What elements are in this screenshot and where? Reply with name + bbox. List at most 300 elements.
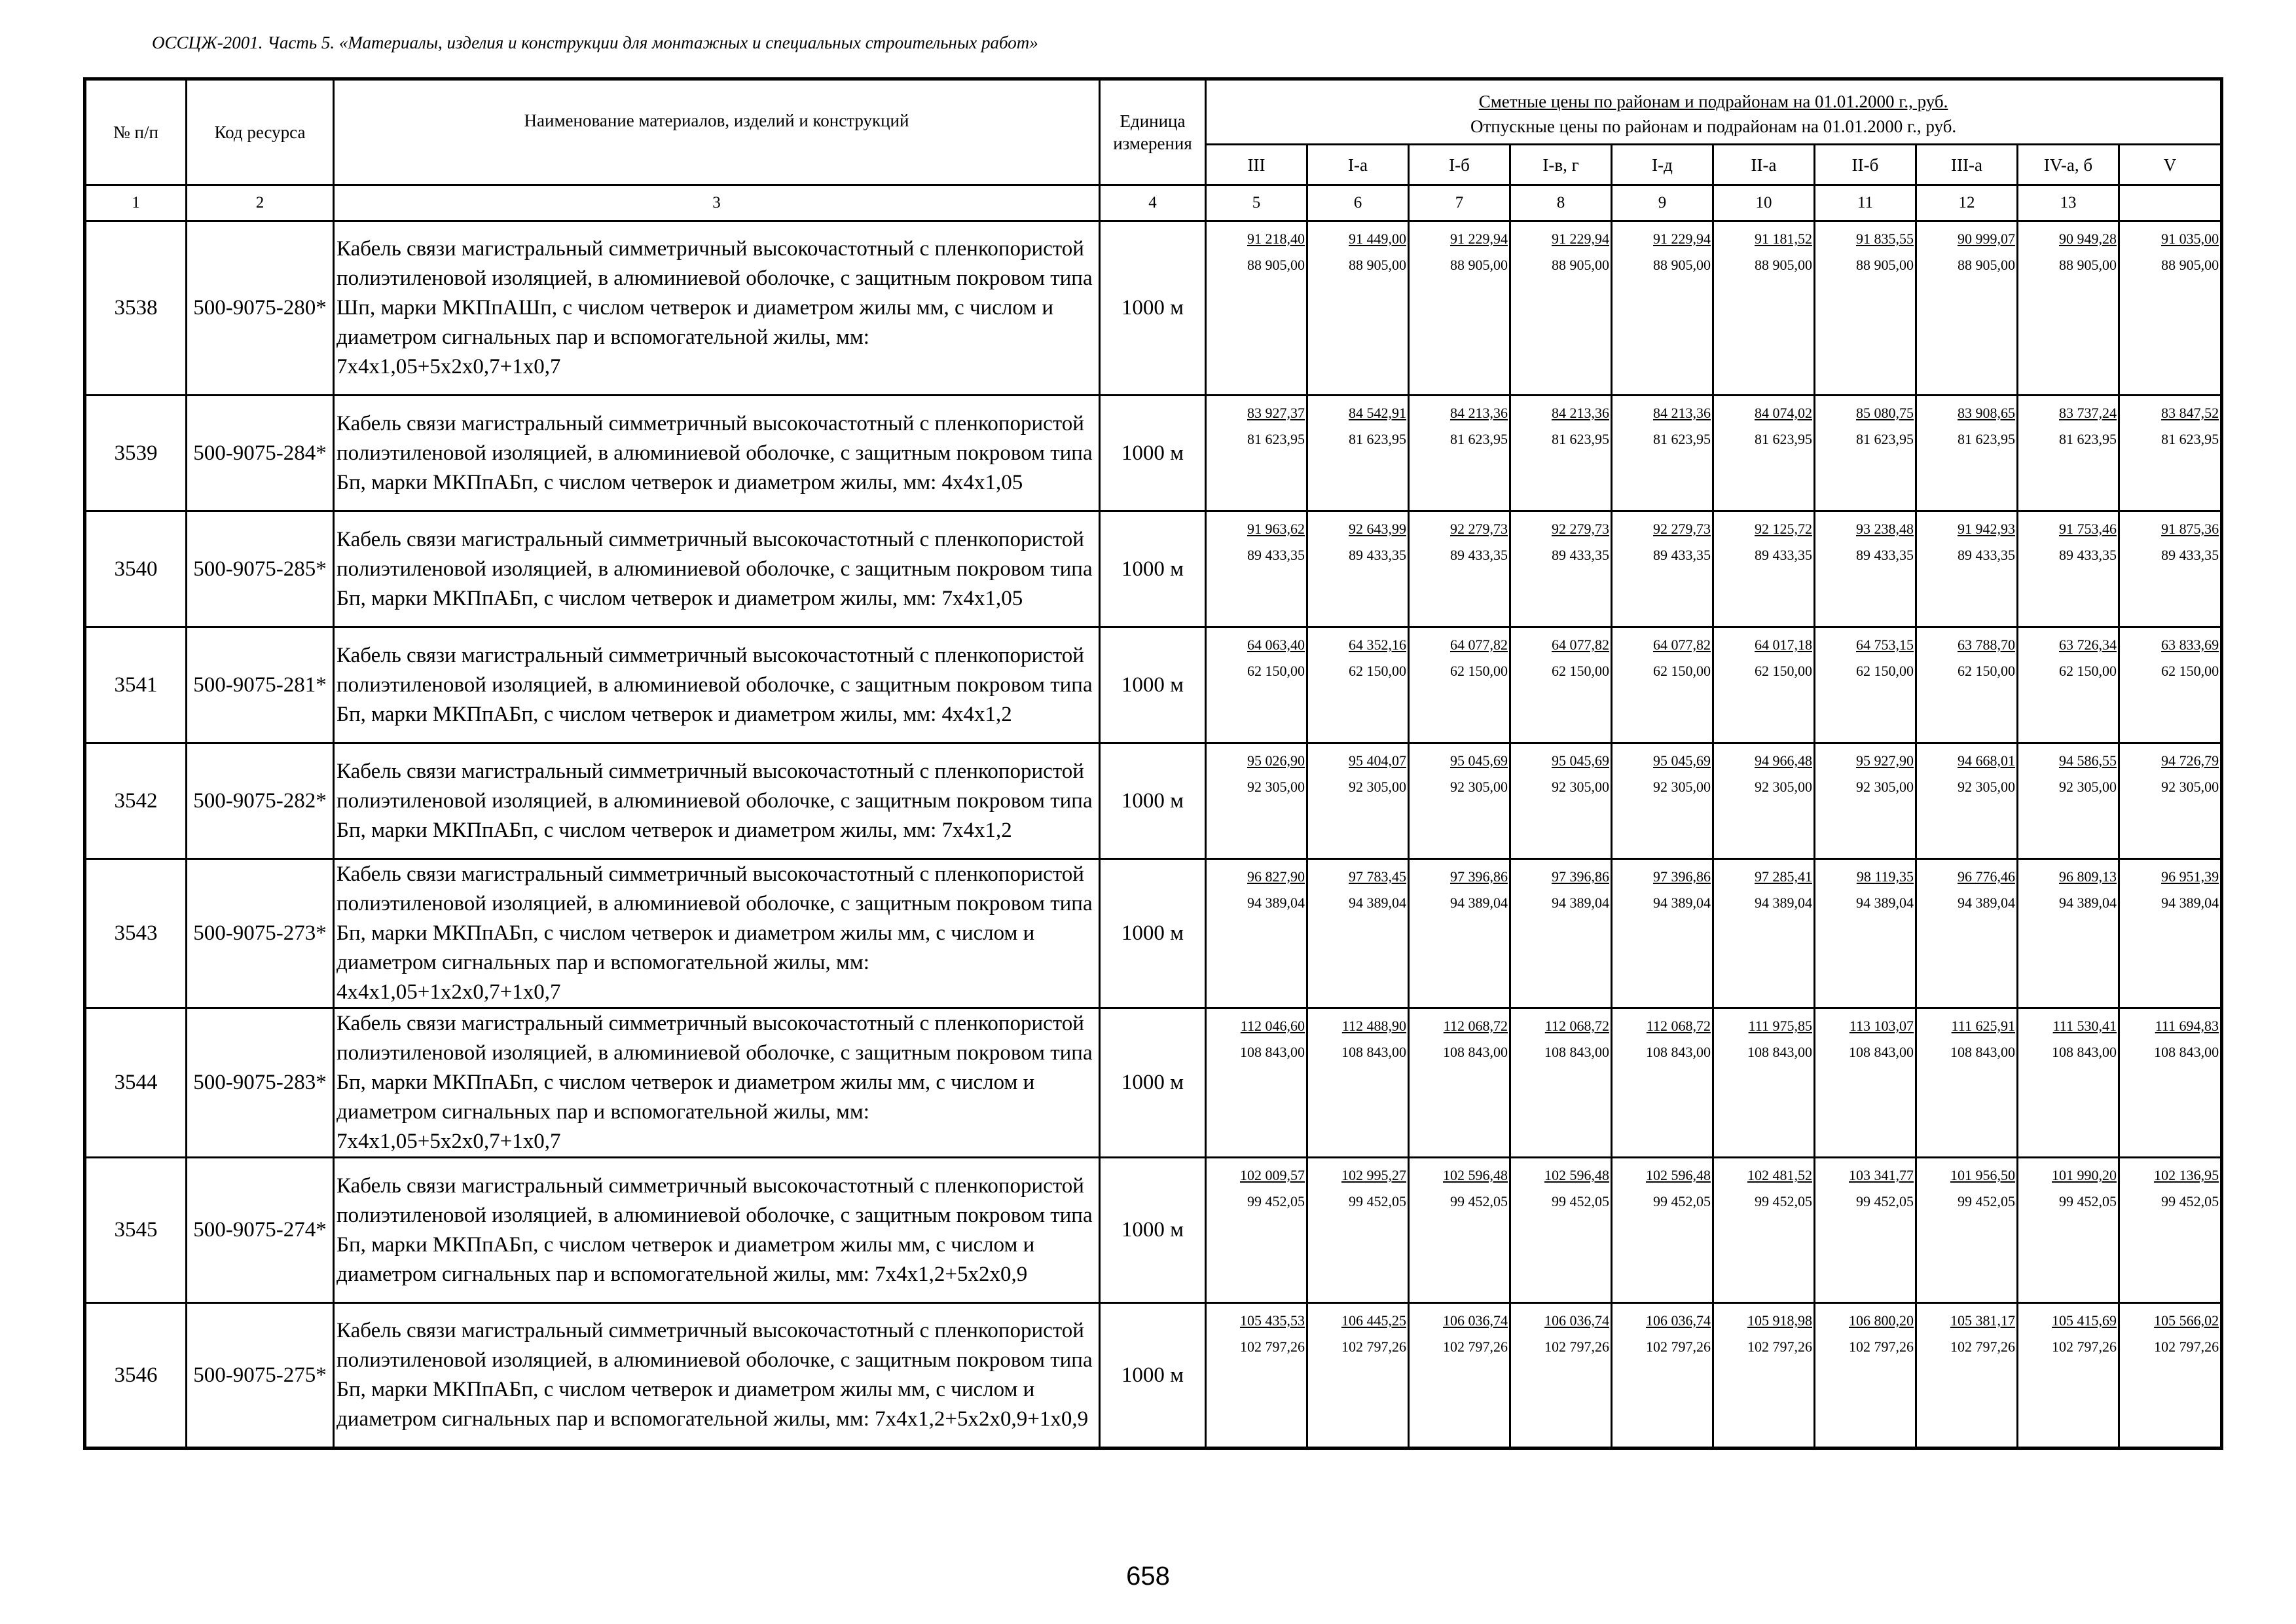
estimate-price: 91 229,94 [1653,231,1711,247]
estimate-price: 83 847,52 [2161,405,2219,421]
release-price: 62 150,00 [1653,663,1711,679]
price-cell [1510,627,1612,743]
price-cell [1713,627,1815,743]
estimate-price: 64 017,18 [1755,637,1812,653]
price-cell [1612,1303,1713,1449]
price-cell [1815,396,1916,511]
price-cell [1510,859,1612,1008]
price-cell [1612,511,1713,627]
price-cell [1510,743,1612,859]
estimate-price: 94 726,79 [2161,752,2219,769]
release-price: 81 623,95 [1958,431,2015,447]
price-cell [1713,511,1815,627]
price-table [83,77,2223,1450]
resource-code: 500-9075-273* [187,859,334,1008]
release-price: 99 452,05 [1349,1193,1406,1209]
price-cell [2119,1303,2222,1449]
estimate-price: 102 481,52 [1747,1167,1812,1183]
release-price: 108 843,00 [1240,1044,1305,1060]
release-price: 102 797,26 [1950,1338,2015,1355]
estimate-price: 84 213,36 [1450,405,1508,421]
price-cell [1307,1158,1409,1303]
price-cell [1916,221,2018,396]
release-price: 81 623,95 [1247,431,1305,447]
price-cell [1916,627,2018,743]
estimate-price: 102 596,48 [1443,1167,1508,1183]
price-cell [2119,511,2222,627]
price-cell [1307,627,1409,743]
release-price: 99 452,05 [1552,1193,1609,1209]
price-cell [2119,221,2222,396]
release-price: 92 305,00 [1349,779,1406,795]
release-price: 92 305,00 [1958,779,2015,795]
estimate-price: 91 218,40 [1247,231,1305,247]
estimate-price: 94 586,55 [2059,752,2117,769]
region-header: I-а [1307,145,1409,185]
release-price: 99 452,05 [1653,1193,1711,1209]
estimate-price: 96 776,46 [1958,868,2015,885]
estimate-price: 92 279,73 [1653,521,1711,537]
table-row [85,1158,2222,1303]
table-row [85,1008,2222,1158]
release-price: 89 433,35 [1856,547,1914,563]
release-price: 92 305,00 [2161,779,2219,795]
price-cell [1206,511,1307,627]
running-header: ОССЦЖ-2001. Часть 5. «Материалы, изделия и конструкции для монтажных и специальных строительных работ» [152,33,1038,52]
release-price: 99 452,05 [1450,1193,1508,1209]
resource-code: 500-9075-284* [187,396,334,511]
price-cell [1510,396,1612,511]
unit-of-measure: 1000 м [1100,743,1206,859]
release-price: 88 905,00 [1552,257,1609,273]
estimate-price: 106 036,74 [1544,1312,1609,1329]
release-price: 94 389,04 [1349,895,1406,911]
price-cell [1612,627,1713,743]
estimate-price: 91 229,94 [1552,231,1609,247]
estimate-price: 95 927,90 [1856,752,1914,769]
price-cell [1307,743,1409,859]
table-row [85,221,2222,396]
price-cell [1612,859,1713,1008]
header-num: № п/п [85,79,187,185]
table-row [85,743,2222,859]
row-number: 3540 [85,511,187,627]
release-price: 88 905,00 [1755,257,1812,273]
estimate-price: 106 036,74 [1646,1312,1711,1329]
price-cell [1916,396,2018,511]
release-price: 88 905,00 [2161,257,2219,273]
price-cell [1206,1008,1307,1158]
estimate-price: 91 942,93 [1958,521,2015,537]
resource-code: 500-9075-285* [187,511,334,627]
table-row [85,396,2222,511]
price-cell [1206,1158,1307,1303]
estimate-price: 64 077,82 [1653,637,1711,653]
release-price: 102 797,26 [1240,1338,1305,1355]
release-price: 99 452,05 [1755,1193,1812,1209]
release-price: 102 797,26 [1544,1338,1609,1355]
estimate-price: 97 396,86 [1552,868,1609,885]
release-price: 62 150,00 [2059,663,2117,679]
row-number: 3542 [85,743,187,859]
price-cell [2018,627,2119,743]
price-cell [1409,743,1510,859]
price-cell [1409,221,1510,396]
estimate-price: 64 077,82 [1552,637,1609,653]
column-number: 6 [1307,185,1409,221]
region-header: V [2119,145,2222,185]
material-name: Кабель связи магистральный симметричный высокочастотный с пленкопористой полиэтиленовой изоляцией, в алюминиевой оболочке, с защитным покровом типа Бп, марки МКПпАБп, с числом четверок и диаметром жилы, мм: 7x4x1,2 [334,743,1100,859]
release-price: 102 797,26 [1341,1338,1406,1355]
price-cell [1206,221,1307,396]
price-cell [1510,221,1612,396]
release-price: 92 305,00 [2059,779,2117,795]
price-cell [1612,743,1713,859]
estimate-price: 111 530,41 [2052,1018,2117,1034]
price-cell [2018,1303,2119,1449]
row-number: 3545 [85,1158,187,1303]
material-name: Кабель связи магистральный симметричный высокочастотный с пленкопористой полиэтиленовой изоляцией, в алюминиевой оболочке, с защитным покровом типа Бп, марки МКПпАБп, с числом четверок и диаметром жилы мм, с числом и диаметром сигнальных пар и вспомогательной жилы, мм: 7x4x1,2+5x2x0,9 [334,1158,1100,1303]
material-name: Кабель связи магистральный симметричный высокочастотный с пленкопористой полиэтиленовой изоляцией, в алюминиевой оболочке, с защитным покровом типа Бп, марки МКПпАБп, с числом четверок и диаметром жилы мм, с числом и диаметром сигнальных пар и вспомогательной жилы, мм: 7x4x1,05+5x2x0,7+1x0,7 [334,1008,1100,1158]
release-price: 94 389,04 [2059,895,2117,911]
release-price: 99 452,05 [1958,1193,2015,1209]
estimate-price: 102 009,57 [1240,1167,1305,1183]
price-cell [1307,1303,1409,1449]
estimate-price: 95 404,07 [1349,752,1406,769]
resource-code: 500-9075-274* [187,1158,334,1303]
estimate-price: 91 963,62 [1247,521,1305,537]
release-price: 99 452,05 [1856,1193,1914,1209]
release-price: 81 623,95 [2059,431,2117,447]
release-price: 99 452,05 [1247,1193,1305,1209]
price-cell [1510,1008,1612,1158]
material-name: Кабель связи магистральный симметричный высокочастотный с пленкопористой полиэтиленовой изоляцией, в алюминиевой оболочке, с защитным покровом типа Шп, марки МКПпАШп, с числом четверок и диаметром жилы мм, с числом и диаметром сигнальных пар и вспомогательной жилы, мм: 7x4x1,05+5x2x0,7+1x0,7 [334,221,1100,396]
price-cell [2018,511,2119,627]
price-cell [2119,627,2222,743]
estimate-price: 96 951,39 [2161,868,2219,885]
price-cell [1307,1008,1409,1158]
header-unit: Единица измерения [1100,79,1206,185]
estimate-price: 92 643,99 [1349,521,1406,537]
estimate-price: 111 975,85 [1748,1018,1812,1034]
price-cell [1409,627,1510,743]
estimate-price: 85 080,75 [1856,405,1914,421]
release-price: 94 389,04 [1552,895,1609,911]
release-price: 62 150,00 [1247,663,1305,679]
resource-code: 500-9075-282* [187,743,334,859]
price-cell [1612,221,1713,396]
release-price: 92 305,00 [1552,779,1609,795]
price-cell [1206,743,1307,859]
price-cell [1713,221,1815,396]
column-number: 13 [2018,185,2119,221]
release-price: 81 623,95 [1552,431,1609,447]
price-cell [1409,1303,1510,1449]
estimate-price: 84 213,36 [1552,405,1609,421]
release-price: 108 843,00 [1950,1044,2015,1060]
price-cell [1510,1158,1612,1303]
release-price: 102 797,26 [1646,1338,1711,1355]
estimate-price: 95 045,69 [1653,752,1711,769]
estimate-price: 91 229,94 [1450,231,1508,247]
estimate-price: 106 036,74 [1443,1312,1508,1329]
estimate-price: 97 396,86 [1450,868,1508,885]
release-price: 62 150,00 [1755,663,1812,679]
estimate-price: 105 415,69 [2052,1312,2117,1329]
price-cell [2018,1158,2119,1303]
release-price: 88 905,00 [1247,257,1305,273]
release-price: 89 433,35 [1755,547,1812,563]
estimate-price: 90 999,07 [1958,231,2015,247]
header-release-prices: Отпускные цены по районам и подрайонам на 01.01.2000 г., руб. [1470,117,1957,136]
price-cell [1713,1158,1815,1303]
estimate-price: 63 788,70 [1958,637,2015,653]
release-price: 102 797,26 [1849,1338,1914,1355]
estimate-price: 102 596,48 [1544,1167,1609,1183]
price-cell [1409,511,1510,627]
estimate-price: 92 125,72 [1755,521,1812,537]
release-price: 94 389,04 [1450,895,1508,911]
estimate-price: 83 908,65 [1958,405,2015,421]
price-cell [1206,859,1307,1008]
price-cell [1916,859,2018,1008]
unit-of-measure: 1000 м [1100,1008,1206,1158]
unit-of-measure: 1000 м [1100,396,1206,511]
price-cell [1916,511,2018,627]
column-number: 8 [1510,185,1612,221]
estimate-price: 102 596,48 [1646,1167,1711,1183]
column-number: 12 [1916,185,2018,221]
price-cell [1206,627,1307,743]
release-price: 89 433,35 [1552,547,1609,563]
estimate-price: 113 103,07 [1849,1018,1914,1034]
price-cell [1916,743,2018,859]
column-number-row [85,185,2222,221]
column-number: 5 [1206,185,1307,221]
price-cell [1206,1303,1307,1449]
price-cell [1409,1158,1510,1303]
row-number: 3539 [85,396,187,511]
price-cell [1815,859,1916,1008]
release-price: 94 389,04 [1653,895,1711,911]
price-cell [2018,859,2119,1008]
estimate-price: 92 279,73 [1552,521,1609,537]
estimate-price: 102 995,27 [1341,1167,1406,1183]
estimate-price: 105 918,98 [1747,1312,1812,1329]
price-cell [1916,1008,2018,1158]
estimate-price: 83 737,24 [2059,405,2117,421]
estimate-price: 91 875,36 [2161,521,2219,537]
price-cell [1409,1008,1510,1158]
price-cell [2119,1158,2222,1303]
estimate-price: 84 074,02 [1755,405,1812,421]
estimate-price: 63 726,34 [2059,637,2117,653]
release-price: 102 797,26 [2052,1338,2117,1355]
column-number: 7 [1409,185,1510,221]
estimate-price: 112 046,60 [1240,1018,1305,1034]
price-cell [1815,1158,1916,1303]
estimate-price: 91 835,55 [1856,231,1914,247]
page-number: 658 [1126,1562,1170,1591]
table-row [85,859,2222,1008]
estimate-price: 111 694,83 [2155,1018,2219,1034]
release-price: 108 843,00 [2052,1044,2117,1060]
estimate-price: 91 753,46 [2059,521,2117,537]
price-cell [2119,1008,2222,1158]
row-number: 3546 [85,1303,187,1449]
estimate-price: 97 783,45 [1349,868,1406,885]
price-cell [2018,1008,2119,1158]
price-cell [2018,396,2119,511]
estimate-price: 97 396,86 [1653,868,1711,885]
resource-code: 500-9075-280* [187,221,334,396]
price-cell [1206,396,1307,511]
release-price: 88 905,00 [1653,257,1711,273]
release-price: 92 305,00 [1247,779,1305,795]
estimate-price: 92 279,73 [1450,521,1508,537]
resource-code: 500-9075-281* [187,627,334,743]
release-price: 108 843,00 [1341,1044,1406,1060]
price-cell [1713,1008,1815,1158]
estimate-price: 95 045,69 [1552,752,1609,769]
price-cell [1612,1008,1713,1158]
estimate-price: 101 956,50 [1950,1167,2015,1183]
region-header: I-б [1409,145,1510,185]
release-price: 108 843,00 [1646,1044,1711,1060]
estimate-price: 103 341,77 [1849,1167,1914,1183]
row-number: 3543 [85,859,187,1008]
estimate-price: 91 035,00 [2161,231,2219,247]
price-cell [2119,743,2222,859]
price-cell [2018,221,2119,396]
table-row [85,1303,2222,1449]
estimate-price: 64 352,16 [1349,637,1406,653]
release-price: 81 623,95 [2161,431,2219,447]
column-number: 11 [1815,185,1916,221]
price-cell [1815,627,1916,743]
estimate-price: 64 077,82 [1450,637,1508,653]
release-price: 88 905,00 [1856,257,1914,273]
estimate-price: 95 026,90 [1247,752,1305,769]
release-price: 88 905,00 [1958,257,2015,273]
estimate-price: 106 445,25 [1341,1312,1406,1329]
row-number: 3541 [85,627,187,743]
table-row [85,511,2222,627]
estimate-price: 91 181,52 [1755,231,1812,247]
price-cell [1409,859,1510,1008]
table-body [85,221,2222,1449]
release-price: 94 389,04 [1856,895,1914,911]
price-cell [1409,396,1510,511]
region-header: I-д [1612,145,1713,185]
region-header: II-б [1815,145,1916,185]
region-header: IV-а, б [2018,145,2119,185]
material-name: Кабель связи магистральный симметричный высокочастотный с пленкопористой полиэтиленовой изоляцией, в алюминиевой оболочке, с защитным покровом типа Бп, марки МКПпАБп, с числом четверок и диаметром жилы, мм: 4x4x1,2 [334,627,1100,743]
release-price: 108 843,00 [1747,1044,1812,1060]
price-cell [1307,511,1409,627]
column-number: 9 [1612,185,1713,221]
column-number: 10 [1713,185,1815,221]
release-price: 99 452,05 [2059,1193,2117,1209]
release-price: 92 305,00 [1653,779,1711,795]
release-price: 89 433,35 [1349,547,1406,563]
unit-of-measure: 1000 м [1100,1158,1206,1303]
release-price: 94 389,04 [1958,895,2015,911]
price-cell [1815,511,1916,627]
price-cell [1510,511,1612,627]
price-cell [1307,859,1409,1008]
price-cell [1713,1303,1815,1449]
estimate-price: 102 136,95 [2154,1167,2219,1183]
estimate-price: 83 927,37 [1247,405,1305,421]
estimate-price: 96 809,13 [2059,868,2117,885]
release-price: 89 433,35 [1450,547,1508,563]
estimate-price: 105 566,02 [2154,1312,2219,1329]
unit-of-measure: 1000 м [1100,627,1206,743]
unit-of-measure: 1000 м [1100,859,1206,1008]
estimate-price: 105 381,17 [1950,1312,2015,1329]
price-cell [1612,1158,1713,1303]
release-price: 108 843,00 [1443,1044,1508,1060]
header-code: Код ресурса [187,79,334,185]
estimate-price: 63 833,69 [2161,637,2219,653]
estimate-price: 112 068,72 [1646,1018,1711,1034]
estimate-price: 84 213,36 [1653,405,1711,421]
column-number: 3 [334,185,1100,221]
estimate-price: 98 119,35 [1856,868,1914,885]
price-cell [1510,1303,1612,1449]
price-cell [1815,221,1916,396]
release-price: 102 797,26 [1747,1338,1812,1355]
region-header: III-а [1916,145,2018,185]
price-cell [1916,1158,2018,1303]
price-cell [1815,1303,1916,1449]
column-number: 2 [187,185,334,221]
release-price: 108 843,00 [1849,1044,1914,1060]
release-price: 89 433,35 [2059,547,2117,563]
region-header: II-а [1713,145,1815,185]
price-cell [1815,1008,1916,1158]
price-cell [1307,396,1409,511]
estimate-price: 112 488,90 [1341,1018,1406,1034]
estimate-price: 93 238,48 [1856,521,1914,537]
price-cell [1713,743,1815,859]
estimate-price: 112 068,72 [1443,1018,1508,1034]
price-cell [1713,396,1815,511]
release-price: 62 150,00 [1856,663,1914,679]
release-price: 89 433,35 [1247,547,1305,563]
estimate-price: 95 045,69 [1450,752,1508,769]
price-cell [1916,1303,2018,1449]
price-cell [1307,221,1409,396]
estimate-price: 64 063,40 [1247,637,1305,653]
release-price: 92 305,00 [1450,779,1508,795]
column-number: 4 [1100,185,1206,221]
release-price: 108 843,00 [1544,1044,1609,1060]
price-cell [2119,859,2222,1008]
estimate-price: 94 668,01 [1958,752,2015,769]
release-price: 94 389,04 [1755,895,1812,911]
release-price: 102 797,26 [1443,1338,1508,1355]
row-number: 3544 [85,1008,187,1158]
estimate-price: 106 800,20 [1849,1312,1914,1329]
estimate-price: 64 753,15 [1856,637,1914,653]
material-name: Кабель связи магистральный симметричный высокочастотный с пленкопористой полиэтиленовой изоляцией, в алюминиевой оболочке, с защитным покровом типа Бп, марки МКПпАБп, с числом четверок и диаметром жилы, мм: 7x4x1,05 [334,511,1100,627]
estimate-price: 97 285,41 [1755,868,1812,885]
price-cell [1815,743,1916,859]
release-price: 62 150,00 [1349,663,1406,679]
estimate-price: 94 966,48 [1755,752,1812,769]
